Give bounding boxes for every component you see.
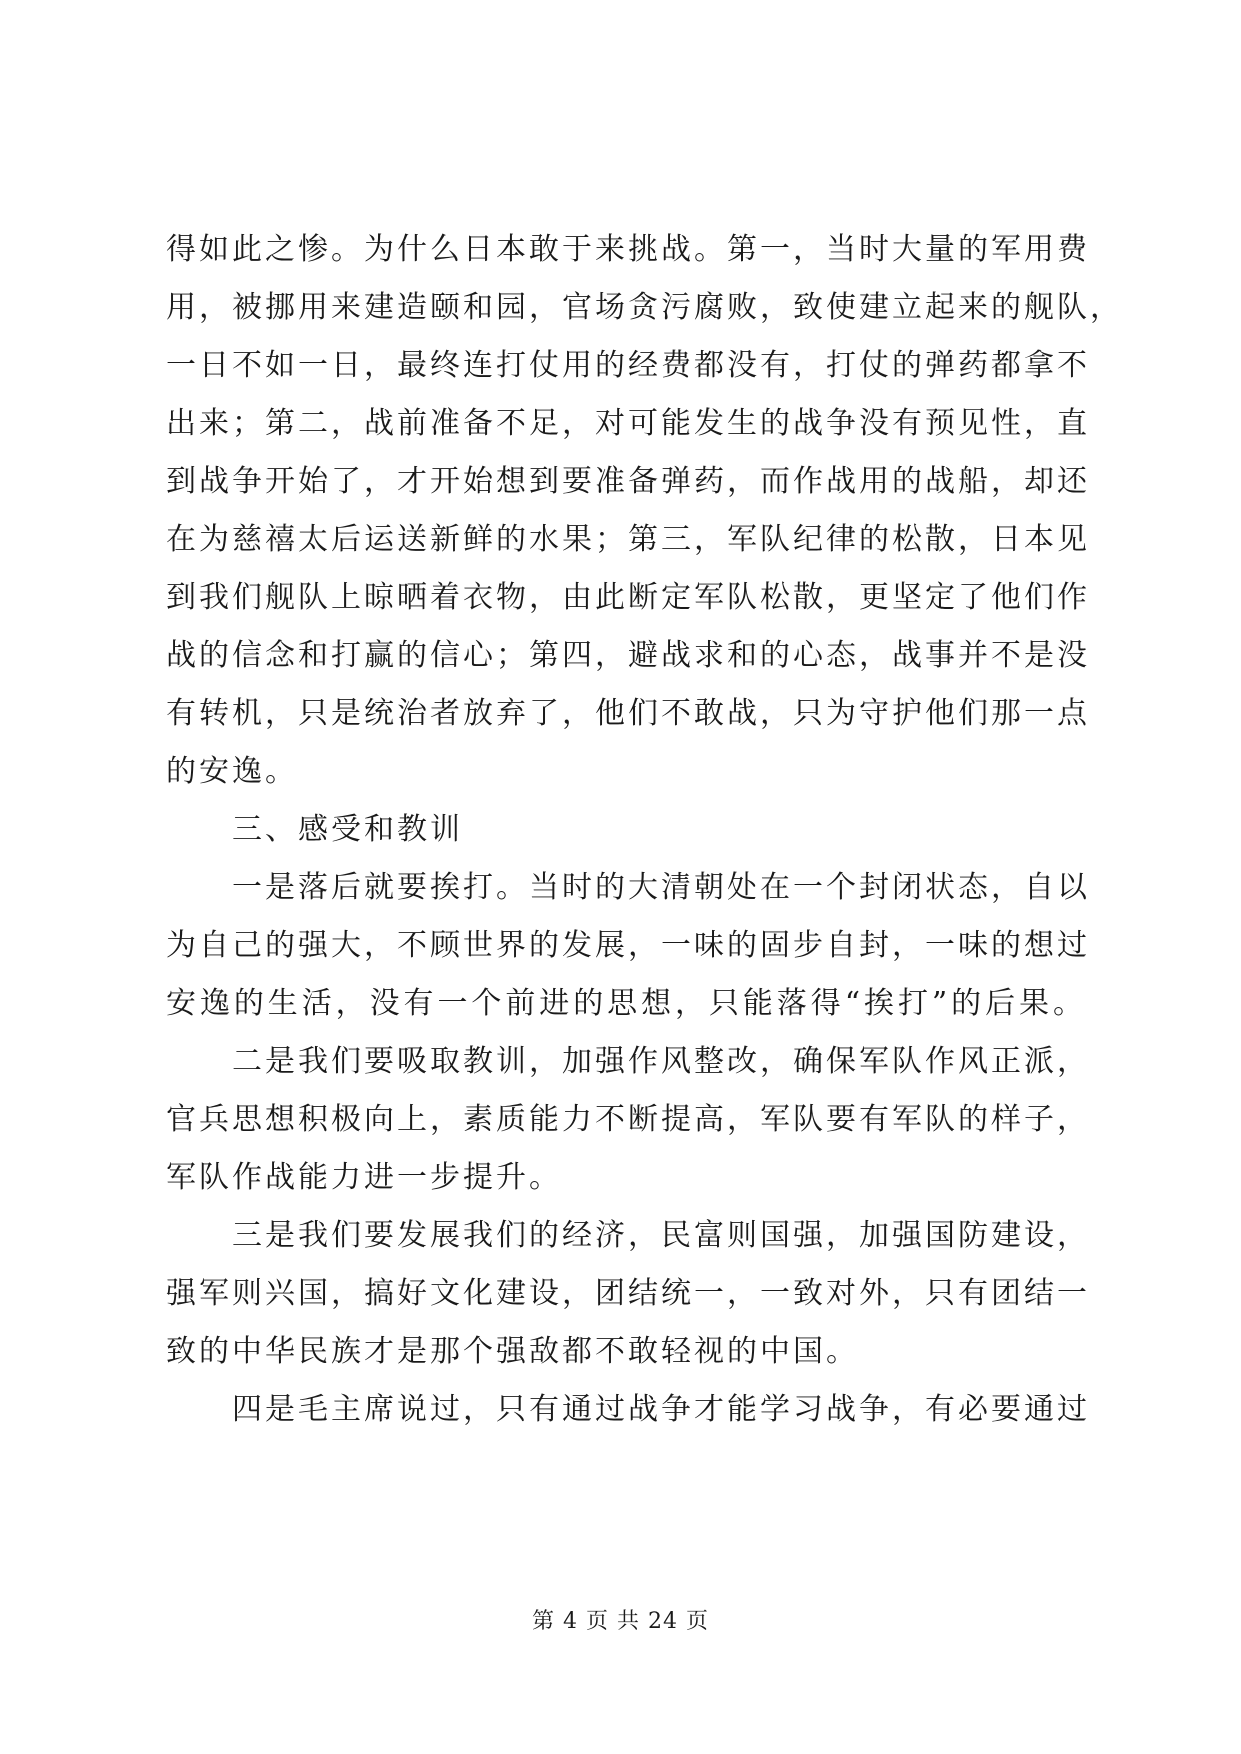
- text-line: 四是毛主席说过，只有通过战争才能学习战争，有必要通过: [232, 1392, 1090, 1427]
- text-line: 强军则兴国，搞好文化建设，团结统一，一致对外，只有团结一: [166, 1276, 1090, 1311]
- text-line: 官兵思想积极向上，素质能力不断提高，军队要有军队的样子，: [166, 1102, 1090, 1137]
- text-line: 在为慈禧太后运送新鲜的水果；第三，军队纪律的松散，日本见: [166, 522, 1090, 557]
- text-line: 得如此之惨。为什么日本敢于来挑战。第一，当时大量的军用费: [166, 232, 1090, 267]
- text-line: 军队作战能力进一步提升。: [166, 1160, 562, 1195]
- text-line: 到我们舰队上晾晒着衣物，由此断定军队松散，更坚定了他们作: [166, 580, 1090, 615]
- text-line: 出来；第二，战前准备不足，对可能发生的战争没有预见性，直: [166, 406, 1090, 441]
- text-line: 二是我们要吸取教训，加强作风整改，确保军队作风正派，: [232, 1044, 1090, 1079]
- text-line: 一是落后就要挨打。当时的大清朝处在一个封闭状态，自以: [232, 870, 1090, 905]
- text-line: 为自己的强大，不顾世界的发展，一味的固步自封，一味的想过: [166, 928, 1090, 963]
- text-line: 战的信念和打赢的信心；第四，避战求和的心态，战事并不是没: [166, 638, 1090, 673]
- text-line: 致的中华民族才是那个强敌都不敢轻视的中国。: [166, 1334, 859, 1369]
- text-line: 三是我们要发展我们的经济，民富则国强，加强国防建设，: [232, 1218, 1090, 1253]
- text-line: 安逸的生活，没有一个前进的思想，只能落得“挨打”的后果。: [166, 986, 1086, 1021]
- page-number-footer: 第 4 页 共 24 页: [532, 1609, 709, 1634]
- text-line: 一日不如一日，最终连打仗用的经费都没有，打仗的弹药都拿不: [166, 348, 1090, 383]
- text-line: 有转机，只是统治者放弃了，他们不敢战，只为守护他们那一点: [166, 696, 1090, 731]
- text-line: 用，被挪用来建造颐和园，官场贪污腐败，致使建立起来的舰队，: [166, 290, 1123, 325]
- text-line: 的安逸。: [166, 754, 298, 789]
- section-heading: 三、感受和教训: [232, 812, 463, 847]
- text-line: 到战争开始了，才开始想到要准备弹药，而作战用的战船，却还: [166, 464, 1090, 499]
